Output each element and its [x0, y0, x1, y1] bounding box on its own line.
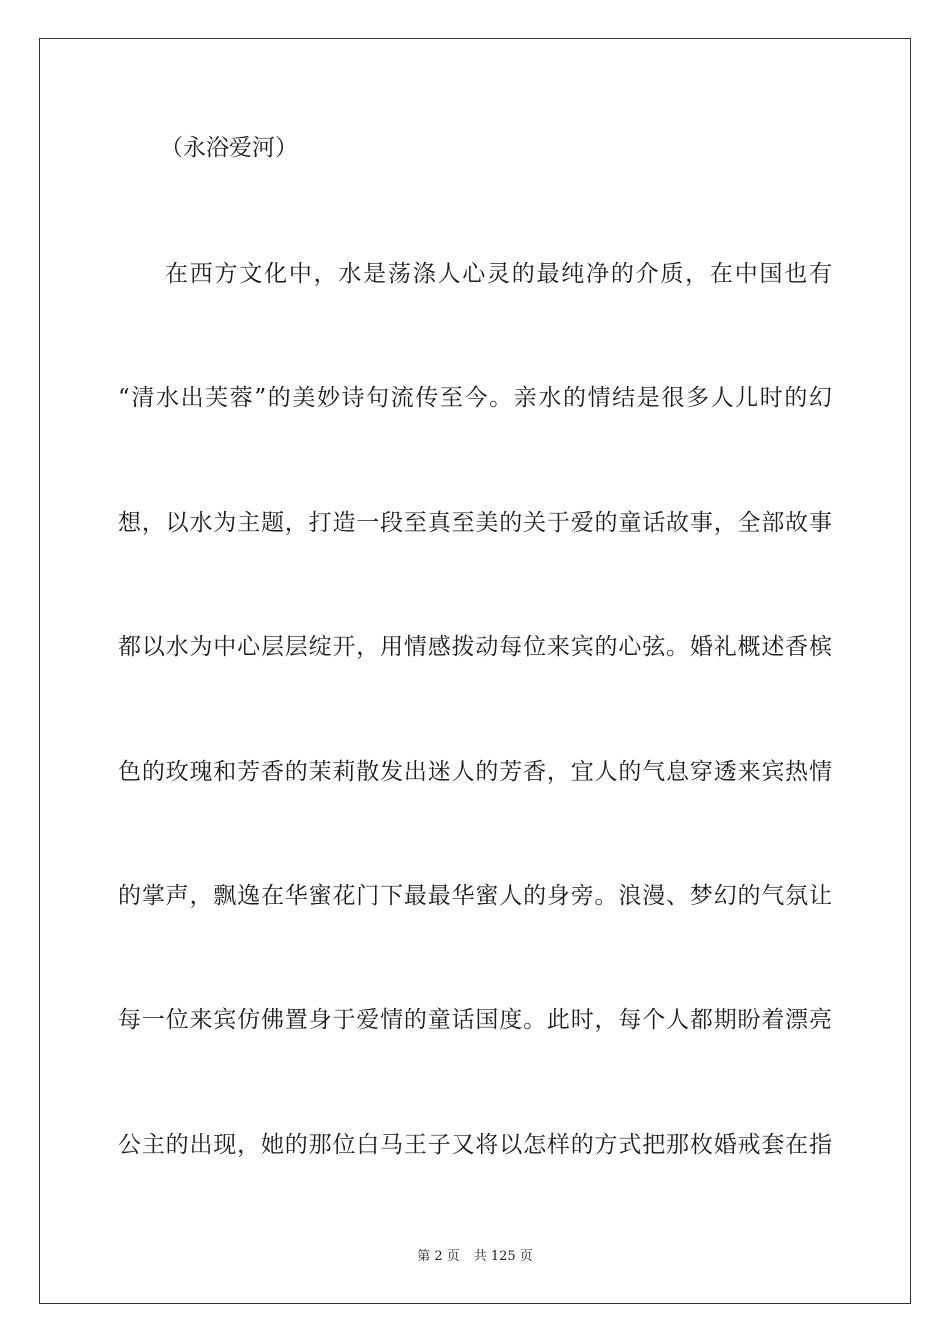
page-footer [0, 1248, 950, 1266]
paragraph-line: 的掌声，飘逸在华蜜花门下最最华蜜人的身旁。浪漫、梦幻的气氛让 [118, 883, 832, 909]
paragraph-line: “清水出芙蓉”的美妙诗句流传至今。亲水的情结是很多人儿时的幻 [118, 385, 832, 411]
paragraph-line: 色的玫瑰和芳香的茉莉散发出迷人的芳香，宜人的气息穿透来宾热情 [118, 759, 832, 785]
paragraph-line: 都以水为中心层层绽开，用情感拨动每位来宾的心弦。婚礼概述香槟 [118, 634, 832, 660]
paragraph-line: 每一位来宾仿佛置身于爱情的童话国度。此时，每个人都期盼着漂亮 [118, 1007, 832, 1033]
paragraph-line: 想，以水为主题，打造一段至真至美的关于爱的童话故事，全部故事 [118, 510, 832, 536]
paragraph-line: 在西方文化中，水是荡涤人心灵的最纯净的介质，在中国也有 [165, 261, 832, 287]
paragraph-line: 公主的出现，她的那位白马王子又将以怎样的方式把那枚婚戒套在指 [118, 1132, 832, 1158]
page-border [39, 38, 911, 1304]
section-heading: （永浴爱河） [160, 135, 298, 161]
page-total: 共 125 页 [473, 1249, 533, 1264]
page-number: 第 2 页 [417, 1249, 460, 1264]
